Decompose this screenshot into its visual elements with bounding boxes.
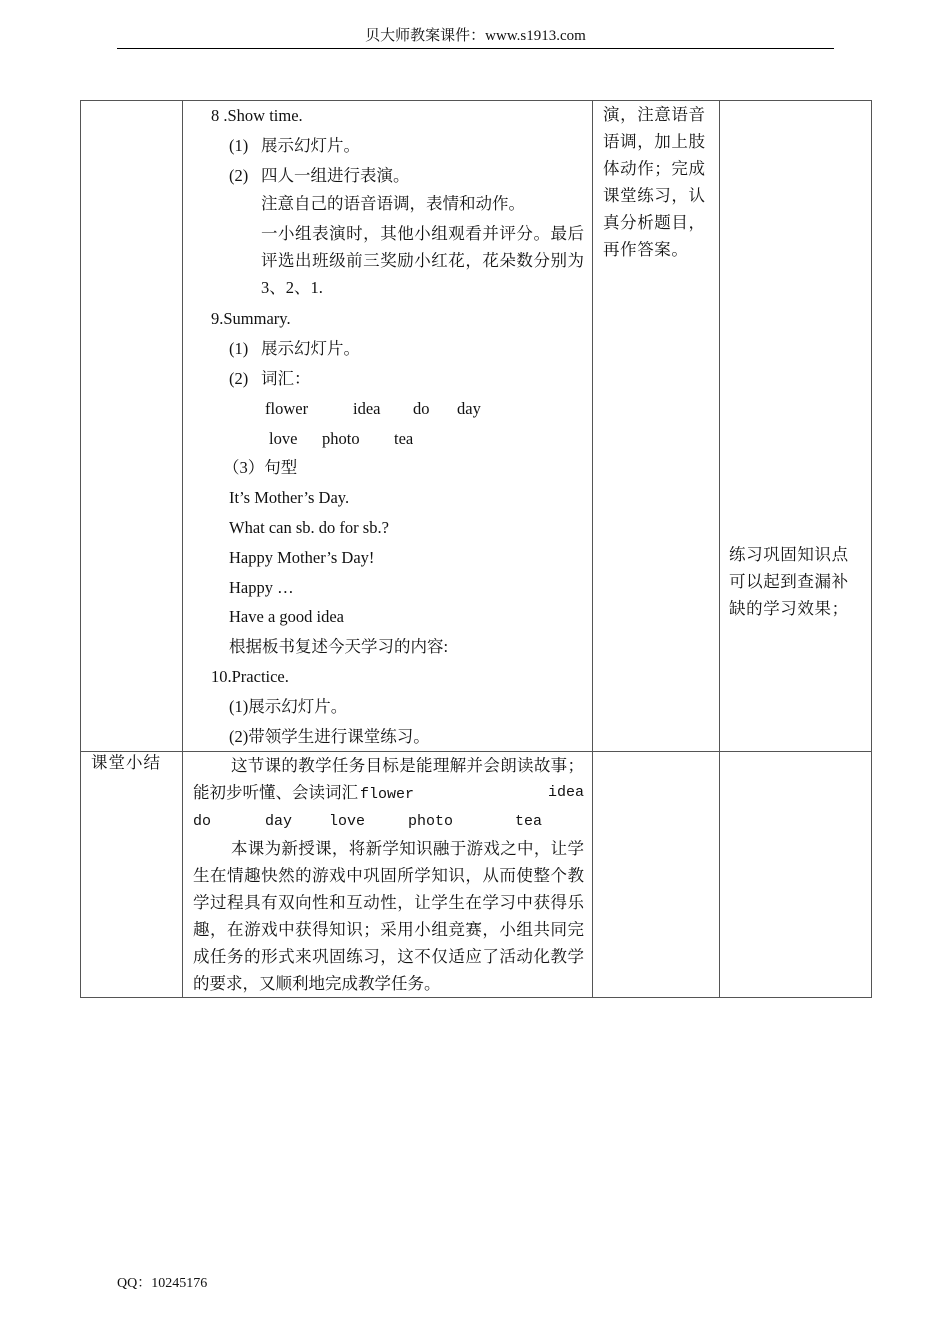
vocab-word: day: [265, 813, 293, 831]
list-text: 四人一组进行表演。: [261, 165, 410, 185]
list-item: [183, 364, 592, 394]
vocab-word: idea: [353, 398, 381, 418]
footer-qq: QQ：10245176: [117, 1276, 208, 1291]
list-item: [183, 131, 592, 161]
row-label: 课堂小结: [91, 753, 161, 773]
design-purpose-text: 练习巩固知识点可以起到查漏补缺的学习效果；: [729, 545, 849, 618]
vocab-word: photo: [322, 428, 360, 448]
list-number: (1): [229, 339, 249, 359]
teaching-activity-cell: [183, 101, 593, 752]
summary-paragraph: [193, 752, 584, 808]
list-text: 展示幻灯片。: [261, 339, 360, 359]
student-activity-cell: [593, 101, 720, 752]
student-activity-text: 演，注意语音语调，加上肢体动作；完成课堂练习，认真分析题目，再作答案。: [603, 105, 706, 259]
list-number: (2): [229, 368, 249, 388]
sentence-line: 根据板书复述今天学习的内容:: [229, 637, 449, 657]
vocab-line: [193, 808, 584, 835]
table-row-summary: [81, 752, 872, 998]
lesson-plan-table: [80, 100, 872, 998]
sentence-pattern-label: （3）句型: [223, 458, 298, 478]
vocab-word: tea: [515, 813, 543, 831]
design-purpose-cell: [720, 101, 872, 752]
vocab-word: love: [269, 428, 298, 448]
list-text: 展示幻灯片。: [261, 135, 360, 155]
class-summary-cell: [183, 752, 593, 998]
list-item: [183, 334, 592, 364]
summary-text: [183, 752, 592, 997]
empty-cell: [720, 752, 872, 998]
note-paragraph: 一小组表演时，其他小组观看并评分。最后评选出班级前三奖励小红花，花朵数分别为3、2、1.: [261, 224, 584, 298]
sentence-line: What can sb. do for sb.?: [229, 517, 389, 537]
vocab-word: day: [457, 398, 481, 418]
sentence-line: Happy Mother’s Day!: [229, 547, 375, 567]
sentence-line: Happy …: [229, 577, 294, 597]
summary-paragraph-text: 这节课的教学任务目标是能理解并会朗读故事；能初步听懂、会读词汇: [193, 756, 584, 803]
section-title-practice: 10.Practice.: [211, 666, 289, 686]
vocab-word: tea: [394, 428, 414, 448]
list-item: [183, 161, 592, 191]
row-label-cell-empty: [81, 101, 183, 752]
vocab-word: do: [413, 398, 430, 418]
header-text: 贝大师教案课件：www.s1913.com: [365, 28, 586, 44]
list-number: (1): [229, 135, 249, 155]
note-paragraph: 注意自己的语音语调，表情和动作。: [261, 194, 525, 214]
sentence-line: Have a good idea: [229, 607, 344, 627]
summary-paragraph: 本课为新授课，将新学知识融于游戏之中，让学生在情趣快然的游戏中巩固所学知识，从而使整个教学过程具有双向性和互动性，让学生在学习中获得乐趣，在游戏中获得知识；采用小组竞赛，小组共同完成任务的形式来巩固练习，这不仅适应了活动化教学的要求，又顺利地完成教学任务。: [193, 839, 584, 994]
vocab-word: love: [329, 813, 366, 831]
list-text: 词汇：: [261, 368, 311, 388]
list-number: (2): [229, 165, 249, 185]
vocab-word: photo: [408, 813, 454, 831]
row-label-cell: [81, 752, 183, 998]
table-row-activities: [81, 101, 872, 752]
sentence-line: It’s Mother’s Day.: [229, 488, 350, 508]
page-footer: [117, 1275, 207, 1293]
vocab-row: [183, 424, 592, 454]
vocab-row: [183, 394, 592, 424]
section-title-summary: 9.Summary.: [211, 309, 291, 329]
vocab-word: do: [193, 813, 212, 831]
section-title-show-time: 8 .Show time.: [211, 106, 303, 125]
list-item: (1)展示幻灯片。: [229, 696, 348, 716]
list-item: (2)带领学生进行课堂练习。: [229, 726, 430, 746]
vocab-word: flower: [265, 398, 309, 418]
vocab-word: idea: [547, 784, 584, 802]
empty-cell: [593, 752, 720, 998]
vocab-word: flower: [360, 786, 415, 804]
page-header: [117, 26, 834, 49]
